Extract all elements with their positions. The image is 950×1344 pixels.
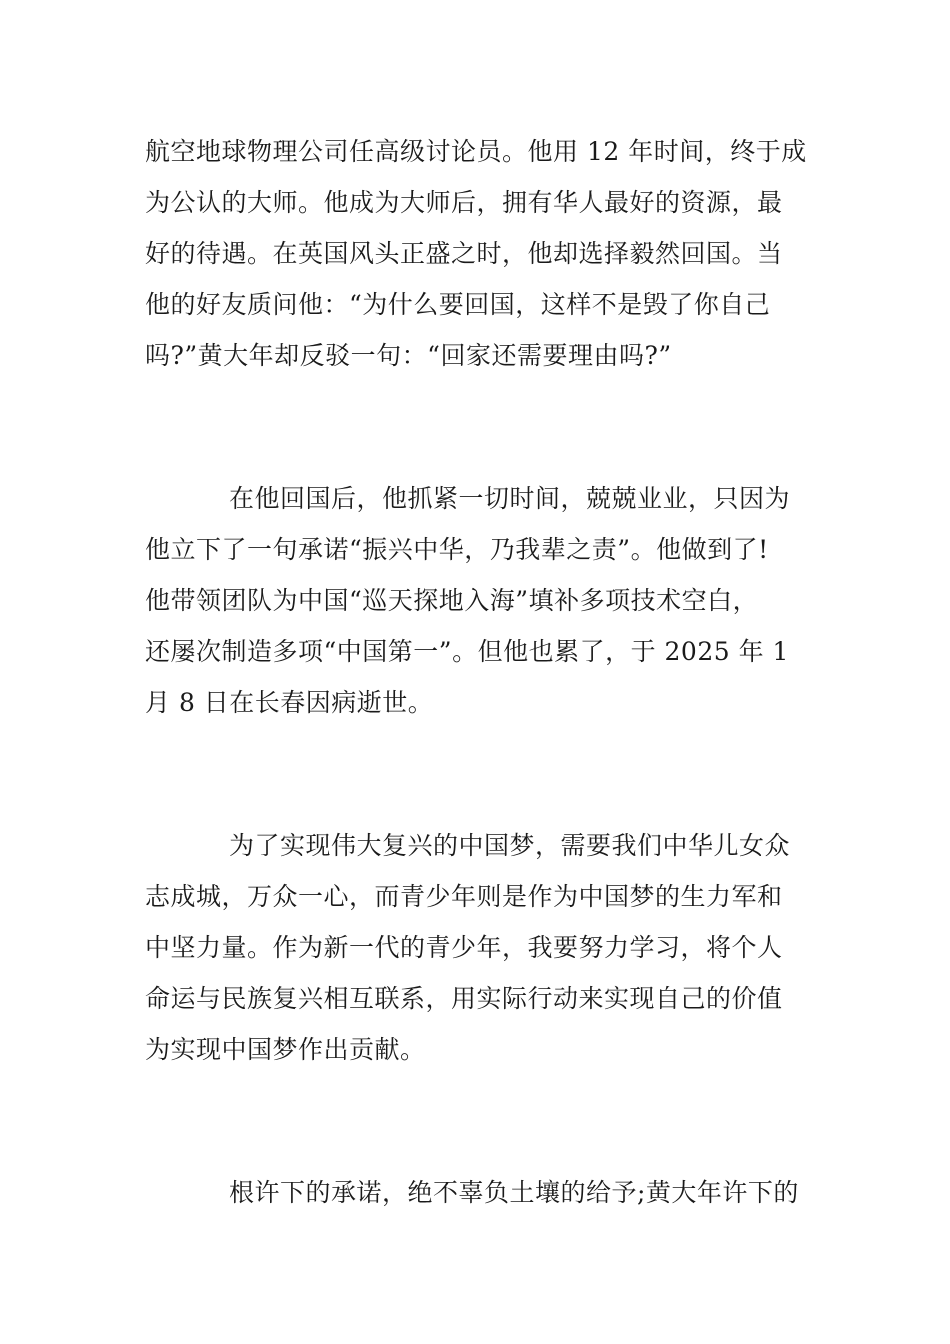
paragraph-line: 志成城，万众一心，而青少年则是作为中国梦的生力军和 [145,882,783,911]
paragraph-line: 吗?”黄大年却反驳一句：“回家还需要理由吗?” [145,341,672,370]
paragraph-line: 他立下了一句承诺“振兴中华，乃我辈之责”。他做到了! [145,535,769,564]
paragraph-4 [145,1167,810,1218]
paragraph-line: 命运与民族复兴相互联系，用实际行动来实现自己的价值 [145,984,783,1013]
paragraph-first-line: 在他回国后，他抓紧一切时间，兢兢业业，只因为 [229,484,791,513]
paragraph-first-line: 为了实现伟大复兴的中国梦，需要我们中华儿女众 [229,831,791,860]
paragraph-line: 好的待遇。在英国风头正盛之时，他却选择毅然回国。当 [145,239,783,268]
paragraph-line: 为实现中国梦作出贡献。 [145,1035,426,1064]
paragraph-3 [145,820,810,1075]
paragraph-line: 航空地球物理公司任高级讨论员。他用 12 年时间，终于成 [145,137,807,166]
paragraph-first-line: 根许下的承诺，绝不辜负土壤的给予;黄大年许下的 [229,1178,799,1207]
paragraph-1 [145,126,810,381]
paragraph-line: 还屡次制造多项“中国第一”。但他也累了，于 2025 年 1 [145,637,789,666]
paragraph-line: 他的好友质问他：“为什么要回国，这样不是毁了你自己 [145,290,771,319]
paragraph-line: 为公认的大师。他成为大师后，拥有华人最好的资源，最 [145,188,783,217]
paragraph-line: 中坚力量。作为新一代的青少年，我要努力学习，将个人 [145,933,783,962]
paragraph-line: 他带领团队为中国“巡天探地入海”填补多项技术空白， [145,586,759,615]
paragraph-line: 月 8 日在长春因病逝世。 [145,688,434,717]
paragraph-2 [145,473,810,728]
